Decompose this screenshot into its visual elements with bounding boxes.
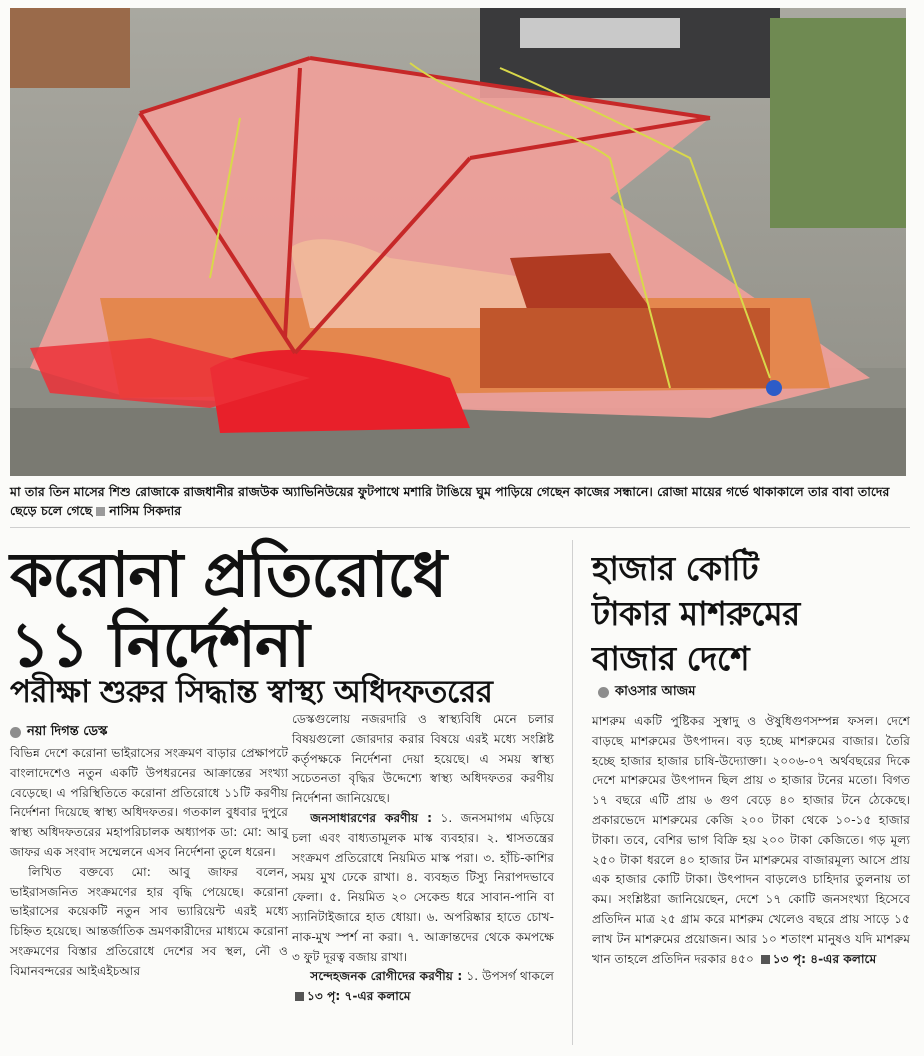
continued-link[interactable]: ১৩ পৃ: ৭-এর কলামে <box>292 989 410 1003</box>
public-heading: জনসাধারণের করণীয় : <box>310 810 432 825</box>
main-story-column-2 <box>292 710 554 1007</box>
column-divider <box>572 540 573 1045</box>
paragraph: ডেস্কগুলোয় নজরদারি ও স্বাস্থ্যবিধি মেনে চলার বিষয়গুলো জোরদার করার বিষয়ে এরই মধ্যে সংশ্লিষ্ট কর্তৃপক্ষকে নির্দেশনা দেয়া হয়েছে। এ সময় স্বাস্থ্য সচেতনতা বৃদ্ধির উদ্দেশ্যে স্বাস্থ্য অধিদফতর করণীয় নির্দেশনা জানিয়েছে। <box>292 712 554 806</box>
dot-icon <box>598 687 609 698</box>
dot-icon <box>10 727 21 738</box>
paragraph: মাশরুম একটি পুষ্টিকর সুস্বাদু ও ঔষুধিগুণসম্পন্ন ফসল। দেশে বাড়ছে মাশরুমের উৎপাদন। বড় হচ্ছে মাশরুমের বাজার। তৈরি হচ্ছে হাজার হাজার চাষি-উদ্যোক্তা। ২০০৬-০৭ অর্থবছরের দিকে দেশে মাশরুমের উৎপাদন ছিল প্রায় ৩ হাজার টনের মতো। বিগত ১৭ বছরে এটি প্রায় ৬ গুণ বেড়ে ৪০ হাজার টনে ঠেকেছে। প্রকারভেদে মাশরুমের কেজি ২০০ টাকা থেকে ১০-১৫ হাজার টাকা। তবে, বেশির ভাগ বিক্রি হয় ২০০ টাকা কেজিতে। গড় মূল্য ২৫০ টাকা ধরলে ৪০ হাজার টন মাশরুমের বাজারমূল্য আসে প্রায় এক হাজার কোটি টাকা। উৎপাদন বাড়লেও চাহিদার তুলনায় তা কম। সংশ্লিষ্টরা জানিয়েছেন, দেশে ১৭ কোটি জনসংখ্যা হিসেবে প্রতিদিন মাত্র ২৫ গ্রাম করে মাশরুম খেলেও বছরে প্রায় সাড়ে ১৫ লাখ টন মাশরুমের প্রয়োজন। আর ১০ শতাংশ মানুষও যদি মাশরুম খান তাহলে প্রতিদিন দরকার ৪৫০ ১৩ পৃ: ৪-এর কলামে <box>592 714 910 966</box>
divider <box>10 527 910 528</box>
main-headline-line2[interactable]: ১১ নির্দেশনা <box>10 608 309 681</box>
main-subheadline: পরীক্ষা শুরুর সিদ্ধান্ত স্বাস্থ্য অধিদফতরের <box>10 674 493 710</box>
paragraph: লিখিত বক্তব্যে মো: আবু জাফর বলেন, ভাইরাসজনিত সংক্রমণের হার বৃদ্ধি পেয়েছে। করোনা ভাইরাসের কয়েকটি নতুন সাব ভ্যারিয়েন্ট এরই মধ্যে চিহ্নিত হয়েছে। আন্তর্জাতিক ভ্রমণকারীদের মাধ্যমে করোনা সংক্রমণের বিস্তার প্রতিরোধে দেশের সব স্থল, নৌ ও বিমানবন্দরের আইএইচআর <box>10 864 288 978</box>
main-headline-line1[interactable]: করোনা প্রতিরোধে <box>10 538 447 611</box>
side-headline-line1[interactable]: হাজার কোটি <box>592 549 759 588</box>
author-name: কাওসার আজম <box>615 684 696 699</box>
main-story-column-1 <box>10 744 288 982</box>
desk-credit <box>10 722 107 743</box>
news-photo <box>10 8 906 476</box>
public-list: ১. জনসমাগম এড়িয়ে চলা এবং বাধ্যতামূলক মাস্ক ব্যবহার। ২. শ্বাসতন্ত্রের সংক্রমণ প্রতিরোধে নিয়মিত মাস্ক পরা। ৩. হাঁচি-কাশির সময় মুখ ঢেকে রাখা। ৪. ব্যবহৃত টিস্যু নিরাপদভাবে ফেলা। ৫. নিয়মিত ২০ সেকেন্ড ধরে সাবান-পানি বা স্যানিটাইজারে হাত ধোয়া। ৬. অপরিষ্কার হাতে চোখ-নাক-মুখ স্পর্শ না করা। ৭. আক্রান্তদের থেকে কমপক্ষে ৩ ফুট দূরত্ব বজায় রাখা। <box>292 810 555 964</box>
suspect-heading: সন্দেহজনক রোগীদের করণীয় : <box>310 969 463 984</box>
side-byline <box>598 682 695 703</box>
paragraph: বিভিন্ন দেশে করোনা ভাইরাসের সংক্রমণ বাড়ার প্রেক্ষাপটে বাংলাদেশেও নতুন একটি উপধরনের আক্রান্তের সংখ্যা বেড়েছে। এ পরিস্থিতিতে করোনা প্রতিরোধে ১১টি করণীয় নির্দেশনা দিয়েছে স্বাস্থ্য অধিদফতর। গতকাল বুধবার দুপুরে স্বাস্থ্য অধিদফতরের মহাপরিচালক অধ্যাপক ডা: মো: আবু জাফর এক সংবাদ সম্মেলনে এসব নির্দেশনা তুলে ধরেন। <box>10 746 288 859</box>
suspect-text: ১. উপসর্গ থাকলে <box>466 969 554 984</box>
mosquito-net-photo <box>10 8 906 476</box>
square-bullet-icon <box>761 955 770 964</box>
side-story-body <box>592 712 910 969</box>
desk-name: নয়া দিগন্ত ডেস্ক <box>27 724 108 739</box>
square-bullet-icon <box>96 507 105 516</box>
public-guidelines <box>292 809 554 967</box>
square-bullet-icon <box>295 992 304 1001</box>
side-headline-line3[interactable]: বাজার দেশে <box>592 639 750 678</box>
photo-credit: নাসিম সিকদার <box>109 503 182 518</box>
suspect-guidelines <box>292 967 554 1007</box>
caption-text: মা তার তিন মাসের শিশু রোজাকে রাজধানীর রাজউক অ্যাভিনিউয়ের ফুটপাথে মশারি টাঙিয়ে ঘুম পাড়িয়ে গেছেন কাজের সন্ধানে। রোজা মায়ের গর্ভে থাকাকালে তার বাবা তাদের ছেড়ে চলে গেছে <box>10 484 890 518</box>
continued-link[interactable]: ১৩ পৃ: ৪-এর কলামে <box>758 952 876 966</box>
photo-caption <box>10 482 910 520</box>
side-headline-line2[interactable]: টাকার মাশরুমের <box>592 594 800 633</box>
